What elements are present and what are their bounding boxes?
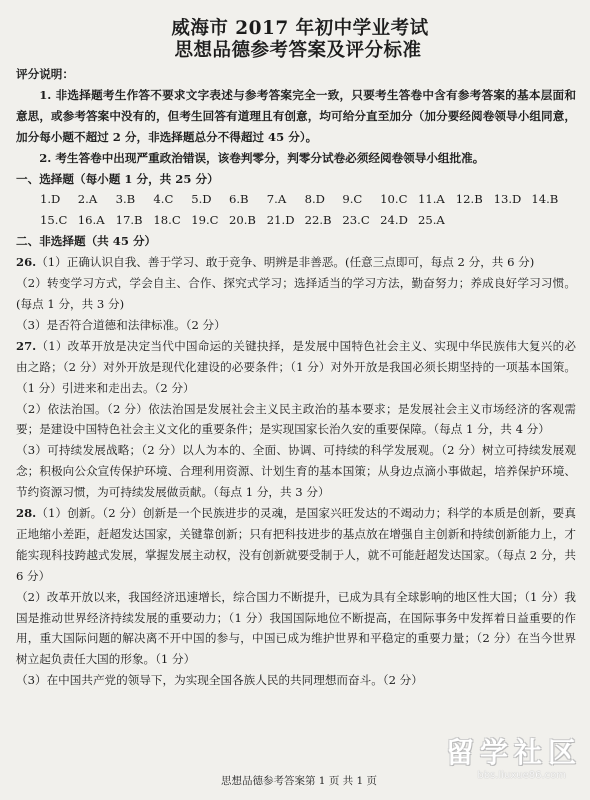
q27-number: 27. — [16, 338, 37, 353]
choice-answer: 22.B — [304, 213, 332, 228]
q26-part1: 26.（1）正确认识自我、善于学习、敢于竞争、明辨是非善恶。(任意三点即可，每点 2 分，共 6 分) — [16, 255, 535, 270]
q26-number: 26. — [16, 255, 37, 270]
choice-answer: 14.B — [531, 192, 559, 207]
choice-answer: 20.B — [228, 213, 256, 228]
choice-answer: 21.D — [266, 213, 295, 228]
choice-answer: 9.C — [342, 192, 363, 207]
watermark-logo — [412, 736, 582, 794]
watermark-url: bbs.liuxue86.com — [477, 770, 566, 781]
page-footer: 思想品德参考答案第 1 页 共 1 页 — [220, 775, 378, 787]
choice-answer: 13.D — [493, 192, 522, 207]
answer-row-2 — [16, 210, 576, 231]
choice-answer: 5.D — [191, 192, 212, 207]
scoring-note-1: 1. 非选择题考生作答不要求文字表述与参考答案完全一致，只要考生答卷中含有参考答案的基本层面和意思，或参考答案中没有的，但考生回答有道理且有创意，均可给分直至加分（加分要经阅卷领导小组同意，加分每小题不超过 2 分，非选择题总分不得超过 45 分）。 — [16, 87, 576, 144]
choice-answer: 19.C — [191, 213, 219, 228]
choice-answer: 25.A — [417, 213, 445, 228]
section-heading-nonchoice: 二、非选择题（共 45 分） — [16, 234, 157, 249]
q27-part3: （3）可持续发展战略；（2 分）以人为本的、全面、协调、可持续的科学发展观。（2 分）树立可持续发展观念；积极向公众宣传保护环境、合理利用资源、计划生育的基本国策；从身边点滴小事做起，培养保护环境、节约资源习惯，为可持续发展做贡献。（每点 1 分，共 3 分） — [16, 443, 576, 500]
choice-answer: 6.B — [228, 192, 249, 207]
q27-part1: 27.（1）改革开放是决定当代中国命运的关键抉择，是发展中国特色社会主义、实现中华民族伟大复兴的必由之路；（2 分）对外开放是现代化建设的必要条件；（1 分）对外开放是我国必须长期坚持的一项基本国策。（1 分）引进来和走出去。（2 分） — [16, 338, 576, 395]
scoring-note-2: 2. 考生答卷中出现严重政治错误，该卷判零分，判零分试卷必须经阅卷领导小组批准。 — [39, 150, 485, 165]
choice-answer: 12.B — [455, 192, 483, 207]
choice-answer: 4.C — [153, 192, 174, 207]
q26-part2: （2）转变学习方式，学会自主、合作、探究式学习；选择适当的学习方法，勤奋努力；养成良好学习习惯。(每点 1 分，共 3 分) — [16, 276, 576, 311]
page-title: 威海市 2017 年初中学业考试 — [171, 18, 429, 39]
choice-answer: 15.C — [40, 213, 68, 228]
watermark-brand-text: 留学社区 — [445, 736, 582, 769]
answer-row-1 — [16, 189, 576, 210]
q26-part3: （3）是否符合道德和法律标准。（2 分） — [16, 317, 226, 332]
page-subtitle: 思想品德参考答案及评分标准 — [174, 40, 422, 61]
choice-answer: 24.D — [380, 213, 408, 228]
choice-answer: 17.B — [115, 213, 143, 228]
choice-answer: 11.A — [417, 192, 445, 207]
choice-answer: 2.A — [77, 192, 98, 207]
q28-part3: （3）在中国共产党的领导下，为实现全国各族人民的共同理想而奋斗。（2 分） — [16, 673, 423, 688]
choice-answer: 7.A — [266, 192, 287, 207]
choice-answer: 8.D — [304, 192, 325, 207]
choice-answer: 3.B — [115, 192, 136, 207]
choice-answer: 10.C — [380, 192, 408, 207]
q27-part2: （2）依法治国。（2 分）依法治国是发展社会主义民主政治的基本要求；是发展社会主义市场经济的客观需要；是建设中国特色社会主义文化的重要条件；是实现国家长治久安的重要保障。（每点 1 分，共 4 分） — [16, 401, 576, 437]
choice-answer: 18.C — [153, 213, 181, 228]
choice-answer: 1.D — [40, 192, 61, 207]
section-heading-scoring-notes: 评分说明： — [16, 67, 74, 81]
section-heading-choice: 一、选择题（每小题 1 分，共 25 分） — [16, 171, 219, 186]
choice-answer: 16.A — [77, 213, 105, 228]
choice-answer: 23.C — [342, 213, 370, 228]
document-body — [16, 64, 576, 691]
q28-part1: 28.（1）创新。（2 分）创新是一个民族进步的灵魂，是国家兴旺发达的不竭动力；科学的本质是创新，要真正地缩小差距，赶超发达国家，关键靠创新；只有把科技进步的基点放在增强自主创新和持续创新能力上，才能实现科技跨越式发展，掌握发展主动权，没有创新就要受制于人，就不可能赶超发达国家。（每点 2 分，共 6 分） — [16, 506, 576, 583]
q28-number: 28. — [16, 506, 37, 521]
q28-part2: （2）改革开放以来，我国经济迅速增长，综合国力不断提升，已成为具有全球影响的地区性大国；（1 分）我国是推动世界经济持续发展的重要动力；（1 分）我国国际地位不断提高，在国际事务中发挥着日益重要的作用，重大国际问题的解决离不开中国的参与，中国已成为维护世界和平稳定的重要力量；（2 分）在当今世界树立起负责任大国的形象。（1 分） — [16, 589, 576, 667]
